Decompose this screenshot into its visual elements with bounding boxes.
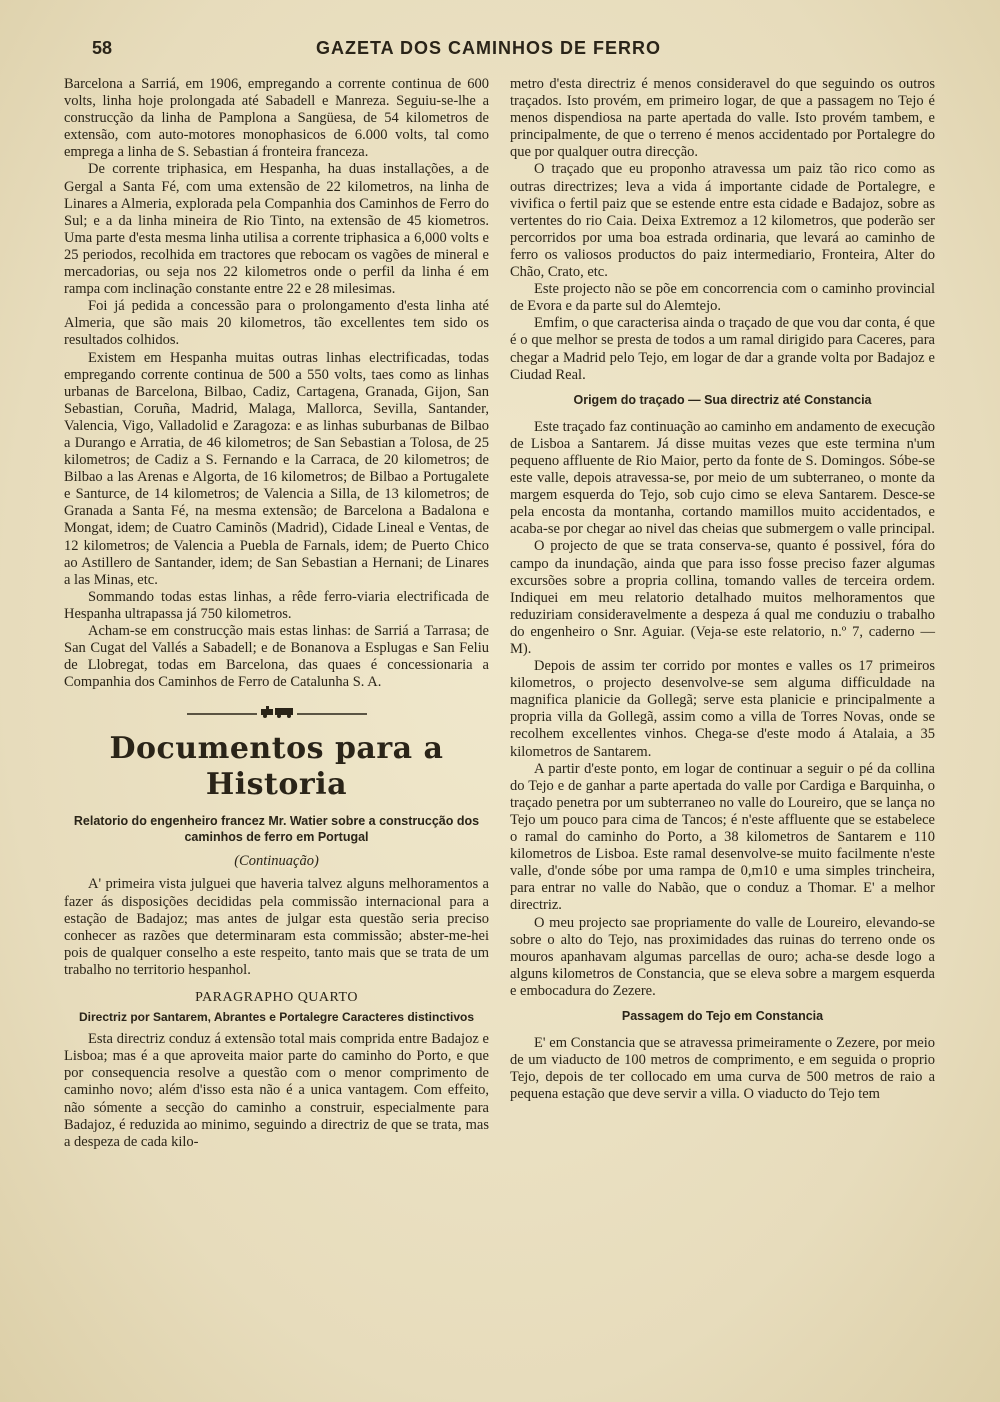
article-paragraph: A partir d'este ponto, em logar de continuar a seguir o pé da collina do Tejo e de ganhar a parte apertada do valle por Cardiga e Barquinha, o traçado penetra por um subterraneo no valle do Loureiro, que se lança no Tejo um pouco para cima de Tancos; é n'este affluente que se estabelece o ramal do caminho do Porto, a 38 kilometros de Santarem e 110 kilometros de Lisboa. Este ramal desenvolve-se muito facilmente n'este valle, d'onde sóbe por uma rampa de 0,m10 e uma simples trincheira, para entrar no valle do Nabão, que o conduz a Thomar. E' a melhor directriz. <box>510 760 935 914</box>
article-paragraph: Sommando todas estas linhas, a rêde ferro-viaria electrificada de Hespanha ultrapassa já 750 kilometros. <box>64 588 489 622</box>
article-paragraph: Existem em Hespanha muitas outras linhas electrificadas, todas empregando corrente continua de 500 a 550 volts, taes como as linhas urbanas de Barcelona, Bilbao, Cadiz, Cartagena, Granada, Gijon, San Sebastian, Coruña, Madrid, Malaga, Mallorca, Sevilla, Santander, Valencia, Vigo, Valladolid e Zaragoza: e as linhas suburbanas de Bilbao a Durango e Arratia, de 46 kilometros; de San Sebastian a Tolosa, de 25 kilometros; de Cadiz a S. Fernando e la Carraca, de 20 kilometros; de Bilbao a las Arenas e Algorta, de 16 kilometros; de Bilbao a Portugalete e Santurce, de 14 kilometros; de Valencia a Silla, de 13 kilometros; de Granada a Santa Fé, na mesma extensão; de Barcelona a Badalona e Mongat, idem; de Cuatro Caminõs (Madrid), Cidade Lineal e Ventas, de 12 kilometros; de Valencia a Puebla de Farnals, idem; de Puerto Chico ao Astillero de Santander, idem; de San Sebastian a Hernani; de Linares a las Minas, etc. <box>64 349 489 588</box>
article-paragraph: Emfim, o que caracterisa ainda o traçado de que vou dar conta, é que é o que melhor se presta de todos a um ramal dirigido para Caceres, para chegar a Madrid pelo Tejo, em logar de dar a grande volta por Badajoz e Ciudad Real. <box>510 315 935 383</box>
article-paragraph: Barcelona a Sarriá, em 1906, empregando a corrente continua de 600 volts, linha hoje prolongada até Sabadell e Manreza. Seguiu-se-lhe a construcção da linha de Pamplona a Sangüesa, de 54 kilometros de extensão, com auto-motores monophasicos de 6.000 volts, tal como emprega a linha de S. Sebastian á fronteira franceza. <box>64 76 489 161</box>
section-subtitle: Relatorio do engenheiro francez Mr. Watier sobre a construcção dos caminhos de ferro em Portugal <box>73 814 480 845</box>
journal-title: GAZETA DOS CAMINHOS DE FERRO <box>316 38 662 58</box>
article-paragraph: Este projecto não se põe em concorrencia com o caminho provincial de Evora e da parte sul do Alemtejo. <box>510 281 935 315</box>
paragraph-subheading: Directriz por Santarem, Abrantes e Portalegre Caracteres distinctivos <box>78 1010 475 1025</box>
article-paragraph: Foi já pedida a concessão para o prolongamento d'esta linha até Almeria, que são mais 20 kilometros, tão excellentes tem sido os resultados colhidos. <box>64 298 489 349</box>
right-column <box>510 76 935 1103</box>
article-paragraph: Depois de assim ter corrido por montes e valles os 17 primeiros kilometros, o projecto desenvolve-se sem alguma difficuldade na magnifica planicie da Gollegã; serve esta planicie e principalmente a propria villa da Gollegã, assim como a villa de Torres Novas, onde se recolhem excellentes vinhos. Chega-se d'este modo á Atalaia, a 35 kilometros de Santarem. <box>510 658 935 760</box>
article-paragraph: Acham-se em construcção mais estas linhas: de Sarriá a Tarrasa; de San Cugat del Vallés a Sabadell; e de Bonanova a Esplugas e San Feliu de Llobregat, todas em Barcelona, das quaes é concessionaria a Companhia dos Caminhos de Ferro de Catalunha S. A. <box>64 623 489 691</box>
article-paragraph: De corrente triphasica, em Hespanha, ha duas installações, a de Gergal a Santa Fé, com uma extensão de 22 kilometros, na linha de Linares a Almeria, explorada pela Companhia dos Caminhos de Ferro do Sul; e a da linha mineira de Rio Tinto, na extensão de 45 kiometros. Uma parte d'esta mesma linha utilisa a corrente triphasica a 6,000 volts e 25 periodos, recolhida em tractores que rebocam os vagões de mineral e mercadorias, ou seja nos 22 kilometros onde o perfil da linha é em rampa com inclinação constante entre 22 e 28 milesimas. <box>64 161 489 298</box>
subsection-title: Passagem do Tejo em Constancia <box>621 1008 824 1023</box>
left-column <box>64 76 489 1151</box>
article-paragraph: Este traçado faz continuação ao caminho em andamento de execução de Lisboa a Santarem. Já disse muitas vezes que este termina n'um pequeno affluente de Rio Maior, perto da fonte de S. Domingos. Sóbe-se este valle, depois atravessa-se, por meio de um subterraneo, o monte da margem esquerda do Tejo, sob cujo cimo se eleva Santarem. Desce-se pela encosta da montanha, cortando mamillos muito accidentados, e acaba-se por chegar ao nivel das cheias que submergem o valle principal. <box>510 418 935 538</box>
article-paragraph: O traçado que eu proponho atravessa um paiz tão rico como as outras directrizes; leva a vida á importante cidade de Portalegre, e vivifica o fertil paiz que se estende entre esta cidade e Badajoz, sobre as vertentes do rio Caia. Deixa Extremoz a 12 kilometros, que poderão ser percorridos por uma boa estrada ordinaria, que levará ao caminho de ferro os valiosos productos do paiz intermediario, Fronteira, Alter do Chão, Crato, etc. <box>510 161 935 281</box>
section-title: Documentos para a Historia <box>109 731 444 803</box>
article-paragraph: O meu projecto sae propriamente do valle de Loureiro, elevando-se sobre o alto do Tejo, nas proximidades das ruinas do terreno onde os mouros apanhavam algumas parcellas de ouro; acha-se desde logo a alguns kilometros de Constancia, que se eleva sobre a margem esquerda e embocadura do Zezere. <box>510 914 935 999</box>
subsection-title: Origem do traçado — Sua directriz até Constancia <box>573 392 872 407</box>
article-paragraph: O projecto de que se trata conserva-se, quanto é possivel, fóra do campo da inundação, ainda que para isso fosse preciso fazer algumas excursões sobre a propria collina, tomando valles de terceira ordem. Indiquei em meu relatorio detalhado muitos melhoramentos que reduziriam consideravelmente a despeza á qual me conduziu o trabalho do engenheiro o Snr. Aguiar. (Veja-se este relatorio, n.º 7, caderno — M). <box>510 538 935 657</box>
page-number: 58 <box>92 38 113 58</box>
article-paragraph: metro d'esta directriz é menos consideravel do que seguindo os outros traçados. Isto provém, em primeiro logar, de que a passagem no Tejo é menos dispendiosa na parte apertada do valle. Isto provém tambem, e principalmente, de que o terreno é menos accidentado por Portalegre do que por qualquer outra direcção. <box>510 76 935 161</box>
train-ornament-icon <box>187 705 367 719</box>
article-paragraph: A' primeira vista julguei que haveria talvez alguns melhoramentos a fazer ás disposições decididas pela commissão internacional para a estação de Badajoz; mas antes de julgar esta questão seria preciso conhecer as razões que determinaram esta commissão; abster-me-hei pois de qualquer conselho a este respeito, tanto mais que se trata de um trabalho no territorio hespanhol. <box>64 876 489 978</box>
continuation-mark: (Continuação) <box>234 853 319 870</box>
paragraph-heading: PARAGRAPHO QUARTO <box>195 990 358 1006</box>
article-paragraph: Esta directriz conduz á extensão total mais comprida entre Badajoz e Lisboa; mas é a que aproveita maior parte do caminho do Porto, e que por consequencia resolve a questão com o menor comprimento de caminho novo; além d'isso esta não é a unica vantagem. Com effeito, não sómente a secção do caminho a construir, especialmente para Badajoz, é reduzida ao minimo, seguindo a directriz de que se trata, mas a despeza de cada kilo- <box>64 1031 489 1150</box>
article-paragraph: E' em Constancia que se atravessa primeiramente o Zezere, por meio de um viaducto de 100 metros de comprimento, e em seguida o proprio Tejo, depois de ter collocado em uma curva de 500 metros de raio a pequena estação que deve servir a villa. O viaducto do Tejo tem <box>510 1035 935 1103</box>
page-header <box>90 36 940 64</box>
